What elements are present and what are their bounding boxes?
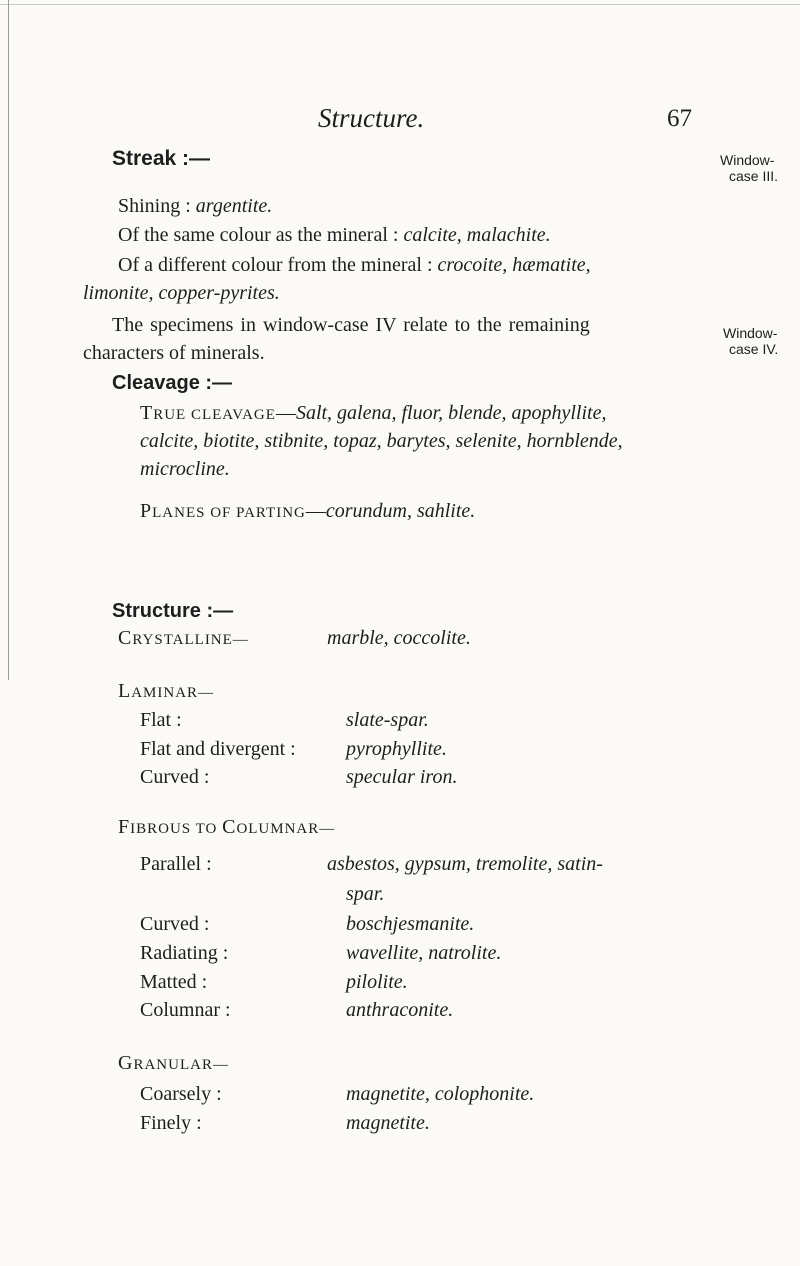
granular-value: magnetite. [346,1112,430,1134]
true-cleavage-minerals-3: microcline. [140,458,230,480]
laminar-rest: AMINAR— [131,685,215,701]
intro-line-2: characters of minerals. [83,342,265,364]
planes-minerals: corundum, sahlite. [325,500,476,522]
fibrous-initial: F [118,816,131,838]
margin-note-line: Window- [723,325,778,341]
granular-initial: G [118,1052,134,1074]
margin-note-case-iii [720,152,778,184]
granular-label: Finely : [140,1112,202,1134]
margin-note-line: Window- [720,152,775,168]
planes-initial: P [140,500,153,522]
granular-label: Coarsely : [140,1083,222,1105]
streak-different-colour-continued: limonite, copper-pyrites. [83,282,280,304]
different-colour-text: Of a different colour from the mineral : [118,254,433,276]
laminar-heading [118,680,214,703]
true-cleavage-line [140,402,606,425]
fibrous-value: pilolite. [346,971,408,993]
granular-heading [118,1052,229,1075]
top-edge-line [0,4,800,5]
streak-heading: Streak :— [112,147,211,170]
fibrous-label: Parallel : [140,853,212,875]
fibrous-rest-1: IBROUS TO [130,821,223,837]
page-edge-line [8,0,9,680]
planes-of-parting-line [140,500,475,523]
fibrous-value: wavellite, natrolite. [346,942,502,964]
dash: — [275,402,296,424]
fibrous-label: Radiating : [140,942,229,964]
crystalline-minerals: marble, coccolite. [327,627,471,649]
planes-label: LANES OF PARTING [152,505,306,521]
intro-line-1: The specimens in window-case IV relate to the remaining [112,314,590,336]
laminar-label: Flat and divergent : [140,738,296,760]
streak-shining-line [118,195,272,218]
crystalline-rest: RYSTALLINE— [132,632,249,648]
laminar-value: pyrophyllite. [346,738,447,760]
streak-different-colour-line [118,254,591,277]
page-title: Structure. [318,103,425,133]
fibrous-value: boschjesmanite. [346,913,475,935]
fibrous-label: Curved : [140,913,210,935]
laminar-value: specular iron. [346,766,458,788]
fibrous-initial-2: C [222,816,237,838]
structure-heading: Structure :— [112,600,234,622]
fibrous-value: anthraconite. [346,999,454,1021]
different-colour-value: crocoite, hæmatite, [437,254,591,276]
shining-value: argentite. [195,195,273,217]
fibrous-rest-2: OLUMNAR— [236,821,336,837]
same-colour-value: calcite, malachite. [403,224,551,246]
fibrous-value: spar. [346,883,385,905]
laminar-initial: L [118,680,132,702]
laminar-label: Flat : [140,709,182,731]
same-colour-text: Of the same colour as the mineral : [118,224,399,246]
true-cleavage-minerals-2: calcite, biotite, stibnite, topaz, barytes, selenite, hornblende, [140,430,623,452]
dash: — [305,500,326,522]
page-number: 67 [667,105,692,132]
fibrous-value: asbestos, gypsum, tremolite, satin- [327,853,603,875]
true-cleavage-minerals-1: Salt, galena, fluor, blende, apophyllite, [295,402,607,424]
granular-value: magnetite, colophonite. [346,1083,535,1105]
fibrous-label: Matted : [140,971,208,993]
true-cleavage-initial: T [140,402,154,424]
granular-rest: RANULAR— [133,1057,229,1073]
crystalline-initial: C [118,627,133,649]
crystalline-label [118,627,249,650]
streak-same-colour-line [118,224,551,247]
laminar-value: slate-spar. [346,709,429,731]
shining-label: Shining : [118,195,191,217]
true-cleavage-label: RUE CLEAVAGE [153,407,276,423]
fibrous-heading [118,816,335,839]
fibrous-label: Columnar : [140,999,231,1021]
margin-note-line: case III. [729,168,779,184]
margin-note-line: case IV. [729,341,779,357]
laminar-label: Curved : [140,766,210,788]
cleavage-heading: Cleavage :— [112,372,233,394]
margin-note-case-iv [723,325,778,357]
